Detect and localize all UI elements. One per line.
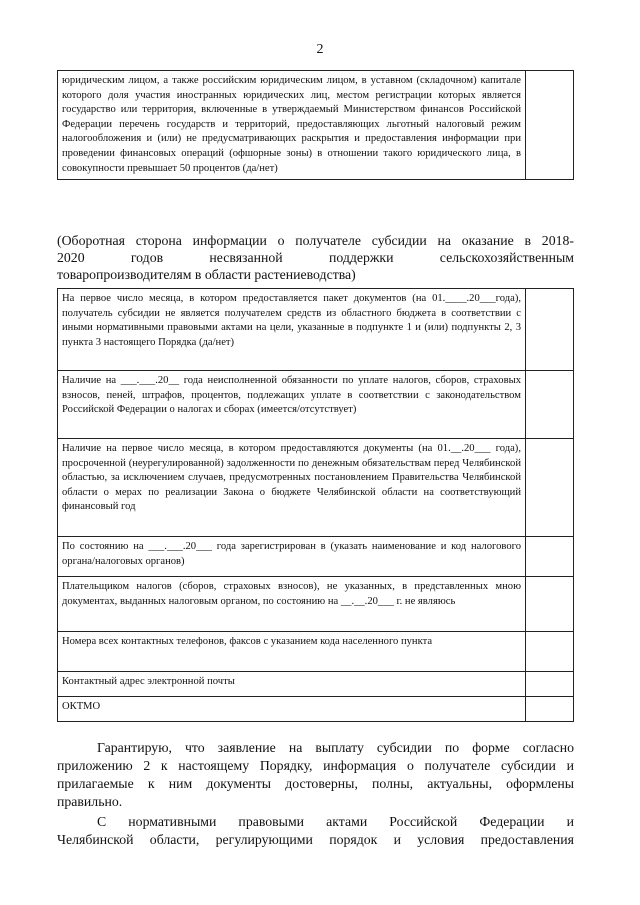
table-row (58, 289, 574, 371)
row-text: По состоянию на ___.___.20___ года зарегистрирован в (указать наименование и код налогового органа/налоговых органов) (58, 537, 526, 577)
paragraph-line: Гарантирую, что заявление на выплату субсидии по форме согласно (97, 740, 574, 755)
paragraph-line: правильно. (57, 794, 123, 809)
paragraph-line: С нормативными правовыми актами Российской Федерации и (97, 814, 574, 829)
section-heading (57, 232, 574, 283)
answer-cell[interactable] (526, 439, 574, 537)
table-row (58, 71, 574, 180)
table-row (58, 577, 574, 632)
row-text: Номера всех контактных телефонов, факсов с указанием кода населенного пункта (58, 632, 526, 672)
paragraph-line: приложению 2 к настоящему Порядку, информация о получателе субсидии и (57, 758, 574, 773)
recipient-info-table (57, 288, 574, 722)
heading-line-3: товаропроизводителям в области растениеводства) (57, 267, 356, 282)
table-row (58, 371, 574, 439)
paragraph-line: Челябинской области, регулирующими порядок и условия предоставления (57, 832, 574, 847)
row-text: юридическим лицом, а также российским юридическим лицом, в уставном (складочном) капитале которого доля участия иностранных юридических лиц, местом регистрации которых является государство или территория, включенные в утверждаемый Министерством финансов Российской Федерации перечень государств и территорий, предоставляющих льготный налоговый режим налогообложения и (или) не предусматривающих раскрытия и предоставления информации при проведении финансовых операций (офшорные зоны) в отношении такого юридического лица, в совокупности превышает 50 процентов (да/нет) (58, 71, 526, 180)
row-text: ОКТМО (58, 697, 526, 722)
answer-cell[interactable] (526, 577, 574, 632)
table-row (58, 632, 574, 672)
row-text: Плательщиком налогов (сборов, страховых взносов), не указанных, в представленных мною документах, выданных налоговым органом, по состоянию на __.__.20___ г. не являюсь (58, 577, 526, 632)
answer-cell[interactable] (526, 672, 574, 697)
table-row (58, 439, 574, 537)
ownership-info-table (57, 70, 574, 180)
table-row (58, 672, 574, 697)
paragraph-line: прилагаемые к ним документы достоверны, полны, актуальны, оформлены (57, 776, 574, 791)
row-text: Наличие на первое число месяца, в котором предоставляются документы (на 01.__.20___ года), просроченной (неурегулированной) задолженности по денежным обязательствам перед Челябинской областью, за исключением случаев, предусмотренных постановлением Правительства Челябинской области о мерах по реализации Закона о бюджете Челябинской области на соответствующий финансовый год (58, 439, 526, 537)
heading-line-1: (Оборотная сторона информации о получателе субсидии на оказание в 2018- (57, 233, 574, 248)
answer-cell[interactable] (526, 632, 574, 672)
table-row (58, 697, 574, 722)
answer-cell[interactable] (526, 697, 574, 722)
guarantee-paragraph (57, 739, 574, 811)
table-row (58, 537, 574, 577)
row-text: Контактный адрес электронной почты (58, 672, 526, 697)
acknowledgement-paragraph (57, 813, 574, 849)
answer-cell[interactable] (526, 537, 574, 577)
heading-line-2: 2020 годов несвязанной поддержки сельскохозяйственным (57, 250, 574, 265)
page-number: 2 (316, 42, 324, 57)
answer-cell[interactable] (526, 289, 574, 371)
row-text: На первое число месяца, в котором предоставляется пакет документов (на 01.____.20___года), получатель субсидии не является получателем средств из областного бюджета в соответствии с иными нормативными правовыми актами на цели, указанные в подпункте 1 и (или) подпункты 2, 3 пункта 3 настоящего Порядка (да/нет) (58, 289, 526, 371)
answer-cell[interactable] (526, 371, 574, 439)
answer-cell[interactable] (526, 71, 574, 180)
row-text: Наличие на ___.___.20__ года неисполненной обязанности по уплате налогов, сборов, страховых взносов, пеней, штрафов, процентов, подлежащих уплате в соответствии с законодательством Российской Федерации о налогах и сборах (имеется/отсутствует) (58, 371, 526, 439)
